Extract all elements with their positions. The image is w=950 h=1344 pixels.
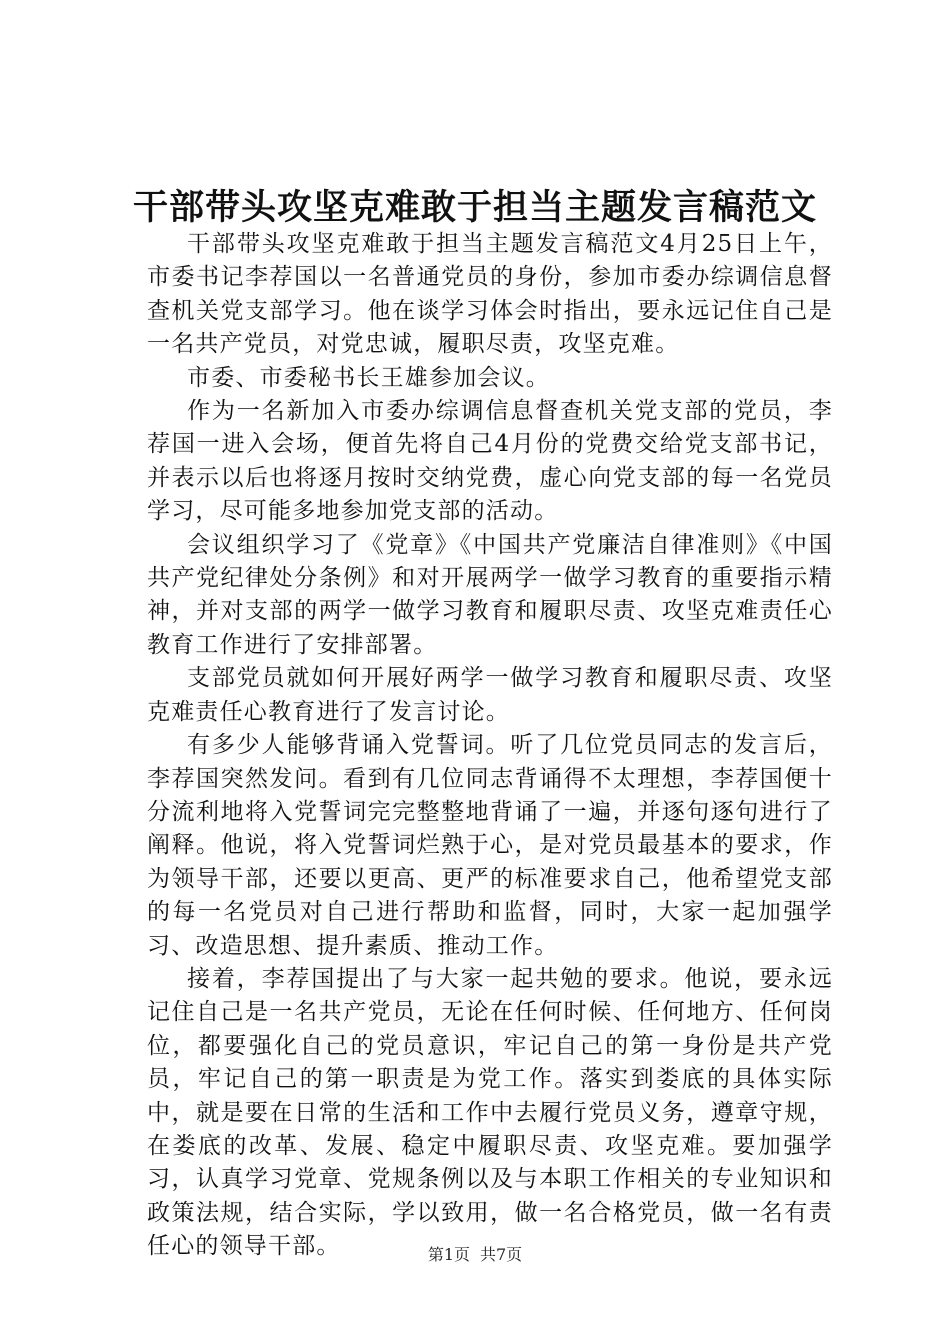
paragraph: 接着，李荐国提出了与大家一起共勉的要求。他说，要永远记住自己是一名共产党员，无论在任何时候、任何地方、任何岗位，都要强化自己的党员意识，牢记自己的第一身份是共产党员，牢记自己的第一职责是为党工作。落实到娄底的具体实际中，就是要在日常的生活和工作中去履行党员义务，遵章守规，在娄底的改革、发展、稳定中履职尽责、攻坚克难。要加强学习，认真学习党章、党规条例以及与本职工作相关的专业知识和政策法规，结合实际，学以致用，做一名合格党员，做一名有责任心的领导干部。 <box>147 965 833 1260</box>
document-body <box>147 228 833 1264</box>
paragraph: 会议组织学习了《党章》《中国共产党廉洁自律准则》《中国共产党纪律处分条例》和对开展两学一做学习教育的重要指示精神，并对支部的两学一做学习教育和履职尽责、攻坚克难责任心教育工作进行了安排部署。 <box>147 531 833 658</box>
document-title: 干部带头攻坚克难敢于担当主题发言稿范文 <box>132 187 817 228</box>
paragraph: 干部带头攻坚克难敢于担当主题发言稿范文4月25日上午，市委书记李荐国以一名普通党员的身份，参加市委办综调信息督查机关党支部学习。他在谈学习体会时指出，要永远记住自己是一名共产党员，对党忠诚，履职尽责，攻坚克难。 <box>147 231 833 358</box>
paragraph: 支部党员就如何开展好两学一做学习教育和履职尽责、攻坚克难责任心教育进行了发言讨论。 <box>147 665 833 725</box>
paragraph: 市委、市委秘书长王雄参加会议。 <box>187 364 550 391</box>
page-footer <box>0 1244 950 1266</box>
paragraph: 有多少人能够背诵入党誓词。听了几位党员同志的发言后，李荐国突然发问。看到有几位同志背诵得不太理想，李荐国便十分流利地将入党誓词完完整整地背诵了一遍，并逐句逐句进行了阐释。他说，将入党誓词烂熟于心，是对党员最基本的要求，作为领导干部，还要以更高、更严的标准要求自己，他希望党支部的每一名党员对自己进行帮助和监督，同时，大家一起加强学习、改造思想、提升素质、推动工作。 <box>147 732 833 959</box>
paragraph: 作为一名新加入市委办综调信息督查机关党支部的党员，李荐国一进入会场，便首先将自己4月份的党费交给党支部书记，并表示以后也将逐月按时交纳党费，虚心向党支部的每一名党员学习，尽可能多地参加党支部的活动。 <box>147 398 833 525</box>
page-total: 共7页 <box>480 1245 523 1264</box>
page-number: 第1页 <box>427 1245 470 1264</box>
